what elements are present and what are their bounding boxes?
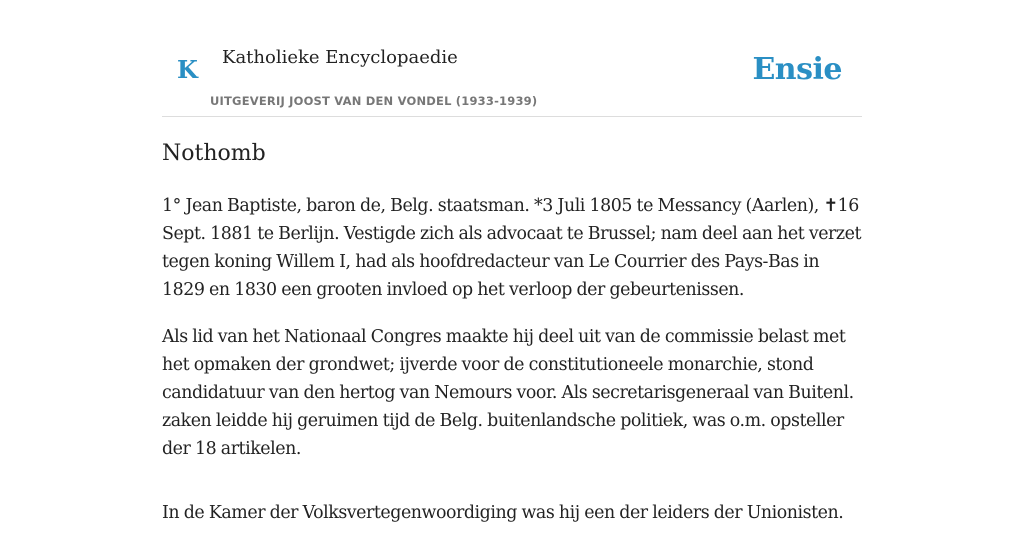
article-body	[162, 192, 862, 546]
encyclopedia-title[interactable]: Katholieke Encyclopaedie	[222, 47, 458, 68]
article-title: Nothomb	[162, 141, 266, 166]
page	[162, 0, 862, 523]
encyclopedia-logo-icon[interactable]: K	[177, 55, 198, 84]
publisher-label: UITGEVERIJ JOOST VAN DEN VONDEL (1933-1939)	[210, 94, 538, 108]
site-header	[162, 0, 862, 117]
ensie-logo[interactable]: Ensie	[752, 52, 842, 87]
article-paragraph-1: 1° Jean Baptiste, baron de, Belg. staatsman. *3 Juli 1805 te Messancy (Aarlen), ✝16 Sept. 1881 te Berlijn. Vestigde zich als advocaat te Brussel; nam deel aan het verzet tegen koning Willem I, had als hoofdredacteur van Le Courrier des Pays-Bas in 1829 en 1830 een grooten invloed op het verloop der gebeurtenissen.	[162, 196, 861, 300]
article-paragraph-2: Als lid van het Nationaal Congres maakte hij deel uit van de commissie belast met het opmaken der grondwet; ijverde voor de constitutioneele monarchie, stond candidatuur van den hertog van Nemours voor. Als secretarisgeneraal van Buitenl. zaken leidde hij geruimen tijd de Belg. buitenlandsche politiek, was o.m. opsteller der 18 artikelen.	[162, 327, 854, 459]
article-paragraph-3: In de Kamer der Volksvertegenwoordiging was hij een der leiders der Unionisten.	[162, 503, 844, 523]
